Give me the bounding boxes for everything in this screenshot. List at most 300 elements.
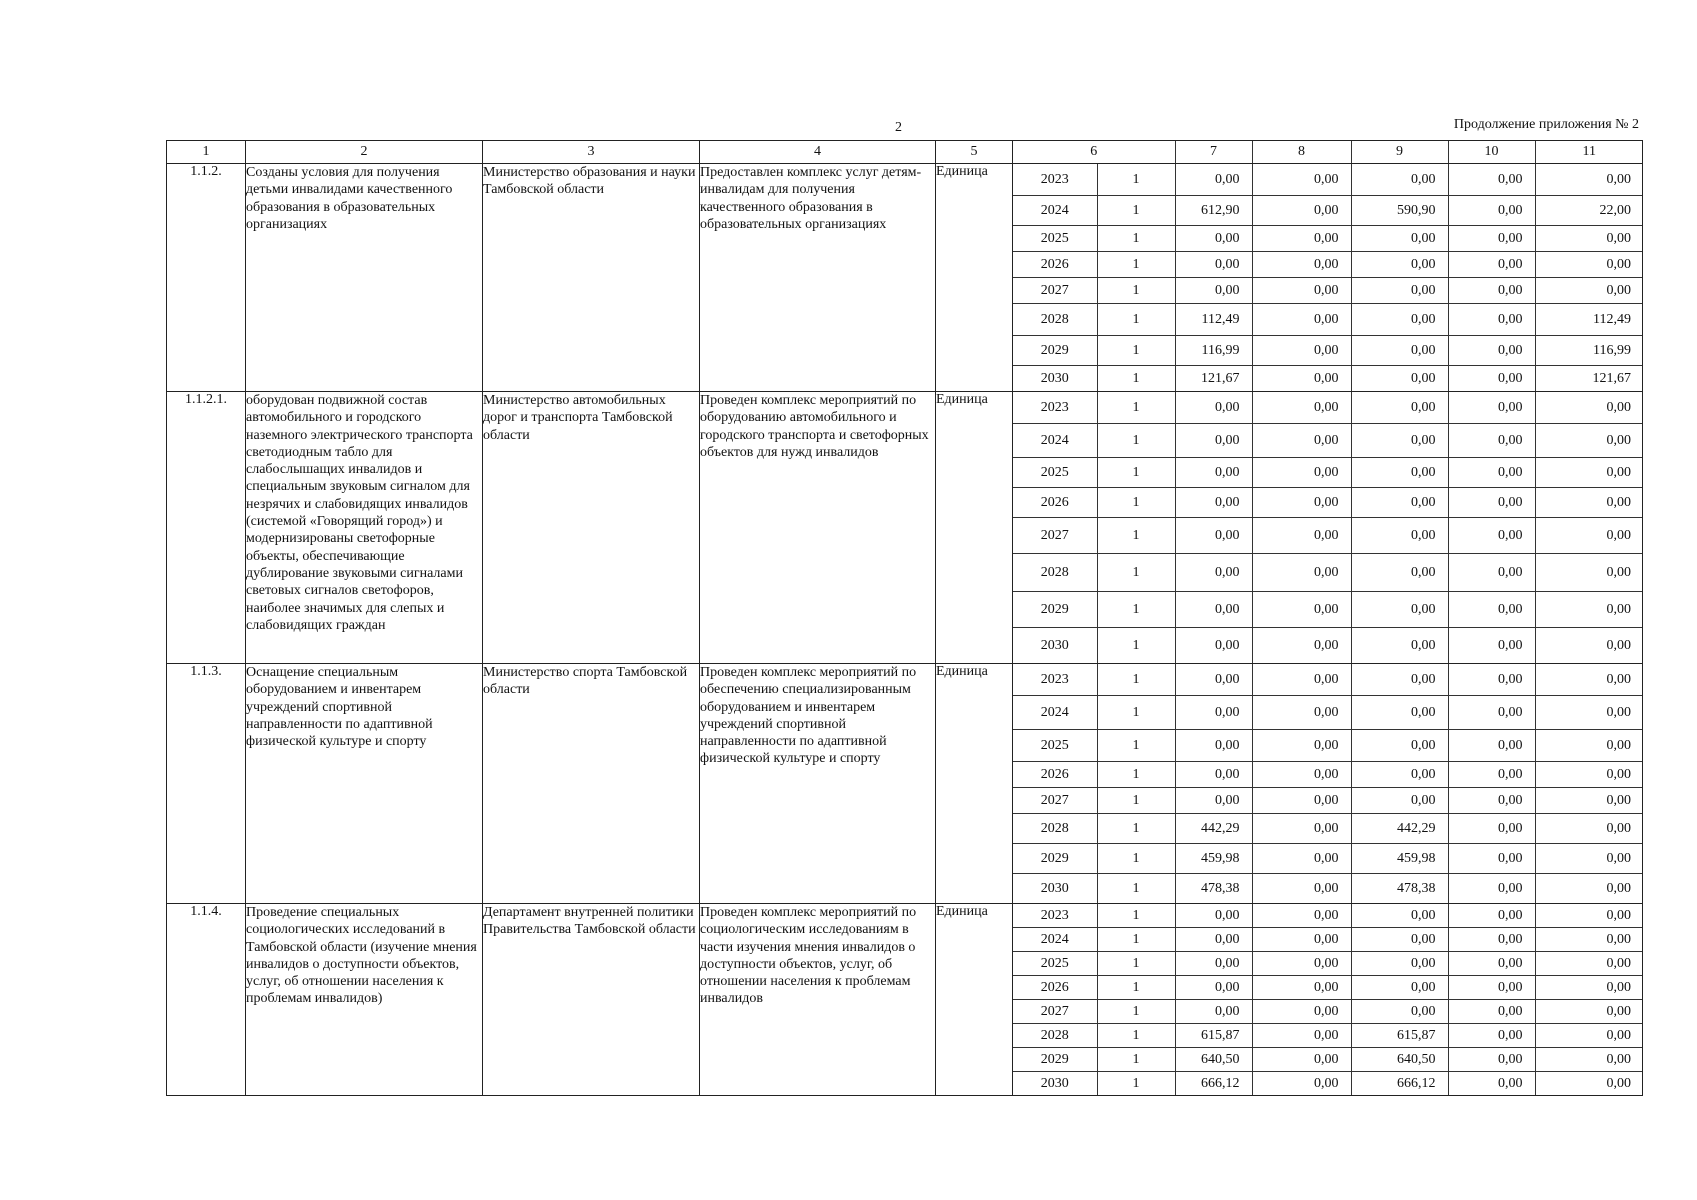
col10-cell: 0,00 (1448, 628, 1535, 664)
year-cell: 2024 (1013, 424, 1097, 458)
col7-cell: 612,90 (1175, 196, 1252, 226)
col9-cell: 0,00 (1351, 952, 1448, 976)
col10-cell: 0,00 (1448, 196, 1535, 226)
col8-cell: 0,00 (1252, 814, 1351, 844)
row-unit: Единица (936, 164, 1013, 392)
year-cell: 2027 (1013, 788, 1097, 814)
qty-cell: 1 (1097, 1072, 1175, 1096)
qty-cell: 1 (1097, 304, 1175, 336)
year-cell: 2025 (1013, 730, 1097, 762)
year-row (1013, 952, 1643, 976)
year-row (1013, 1000, 1643, 1024)
col10-cell: 0,00 (1448, 952, 1535, 976)
page-number: 2 (895, 120, 902, 135)
year-row (1013, 1072, 1643, 1096)
col8-cell: 0,00 (1252, 664, 1351, 696)
year-row (1013, 252, 1643, 278)
col10-cell: 0,00 (1448, 252, 1535, 278)
col11-cell: 0,00 (1535, 1024, 1643, 1048)
header-row (167, 141, 1643, 164)
col11-cell: 0,00 (1535, 628, 1643, 664)
qty-cell: 1 (1097, 814, 1175, 844)
continuation-label: Продолжение приложения № 2 (1453, 117, 1639, 132)
qty-cell: 1 (1097, 762, 1175, 788)
col7-cell: 615,87 (1175, 1024, 1252, 1048)
qty-cell: 1 (1097, 458, 1175, 488)
col9-cell: 0,00 (1351, 336, 1448, 366)
col-header-4: 4 (700, 141, 936, 164)
year-row (1013, 226, 1643, 252)
year-row (1013, 928, 1643, 952)
col10-cell: 0,00 (1448, 278, 1535, 304)
col9-cell: 0,00 (1351, 554, 1448, 592)
col9-cell: 478,38 (1351, 874, 1448, 904)
row-responsible: Министерство образования и науки Тамбовской области (483, 164, 700, 392)
col8-cell: 0,00 (1252, 762, 1351, 788)
col11-cell: 0,00 (1535, 458, 1643, 488)
row-code: 1.1.4. (167, 904, 246, 1096)
col-header-1: 1 (167, 141, 246, 164)
year-cell: 2026 (1013, 488, 1097, 518)
col10-cell: 0,00 (1448, 844, 1535, 874)
col7-cell: 121,67 (1175, 366, 1252, 392)
col8-cell: 0,00 (1252, 592, 1351, 628)
table-row (167, 664, 1643, 904)
row-unit: Единица (936, 664, 1013, 904)
year-row (1013, 904, 1643, 928)
col8-cell: 0,00 (1252, 164, 1351, 196)
col9-cell: 590,90 (1351, 196, 1448, 226)
year-breakdown (1013, 164, 1643, 392)
row-description: Проведение специальных социологических исследований в Тамбовской области (изучение мнения инвалидов о доступности объектов, услуг, об отношении населения к проблемам инвалидов) (246, 904, 483, 1096)
col8-cell: 0,00 (1252, 874, 1351, 904)
year-cell: 2027 (1013, 278, 1097, 304)
year-cell: 2024 (1013, 196, 1097, 226)
qty-cell: 1 (1097, 1024, 1175, 1048)
col9-cell: 0,00 (1351, 252, 1448, 278)
year-row (1013, 554, 1643, 592)
col7-cell: 0,00 (1175, 1000, 1252, 1024)
year-cell: 2023 (1013, 392, 1097, 424)
col7-cell: 478,38 (1175, 874, 1252, 904)
col8-cell: 0,00 (1252, 844, 1351, 874)
col8-cell: 0,00 (1252, 904, 1351, 928)
col11-cell: 0,00 (1535, 952, 1643, 976)
col-header-9: 9 (1351, 141, 1448, 163)
col11-cell: 0,00 (1535, 252, 1643, 278)
col8-cell: 0,00 (1252, 518, 1351, 554)
col9-cell: 459,98 (1351, 844, 1448, 874)
col7-cell: 0,00 (1175, 976, 1252, 1000)
col10-cell: 0,00 (1448, 1000, 1535, 1024)
year-row (1013, 392, 1643, 424)
col9-cell: 0,00 (1351, 730, 1448, 762)
year-breakdown (1013, 392, 1643, 664)
col10-cell: 0,00 (1448, 1072, 1535, 1096)
year-cell: 2030 (1040, 370, 1069, 386)
year-row (1013, 458, 1643, 488)
year-row (1013, 1048, 1643, 1072)
year-row (1013, 366, 1643, 392)
col11-cell: 0,00 (1535, 518, 1643, 554)
col10-cell: 0,00 (1448, 762, 1535, 788)
col11-cell: 0,00 (1535, 1072, 1643, 1096)
qty-cell: 1 (1097, 788, 1175, 814)
col8-cell: 0,00 (1252, 424, 1351, 458)
year-row (1013, 788, 1643, 814)
row-description: Созданы условия для получения детьми инвалидами качественного образования в образовательных организациях (246, 164, 483, 392)
col10-cell: 0,00 (1448, 226, 1535, 252)
col-header-11: 11 (1535, 141, 1643, 163)
col7-cell: 0,00 (1175, 554, 1252, 592)
col11-cell: 0,00 (1535, 592, 1643, 628)
col11-cell: 0,00 (1535, 226, 1643, 252)
col9-cell: 0,00 (1351, 664, 1448, 696)
col11-cell: 0,00 (1535, 164, 1643, 196)
col11-cell: 0,00 (1535, 278, 1643, 304)
program-table (166, 140, 1643, 1096)
year-cell: 2023 (1013, 664, 1097, 696)
year-row (1013, 814, 1643, 844)
col10-cell: 0,00 (1448, 976, 1535, 1000)
col9-cell: 0,00 (1351, 976, 1448, 1000)
col11-cell: 0,00 (1535, 554, 1643, 592)
year-cell: 2025 (1013, 458, 1097, 488)
col10-cell: 0,00 (1448, 366, 1535, 392)
qty-cell: 1 (1097, 392, 1175, 424)
col8-cell: 0,00 (1252, 336, 1351, 366)
year-row (1013, 518, 1643, 554)
col8-cell: 0,00 (1252, 1000, 1351, 1024)
col9-cell: 0,00 (1351, 904, 1448, 928)
col-header-3: 3 (483, 141, 700, 164)
col7-cell: 0,00 (1175, 252, 1252, 278)
col9-cell: 666,12 (1351, 1072, 1448, 1096)
qty-cell: 1 (1097, 874, 1175, 904)
col11-cell: 116,99 (1535, 336, 1643, 366)
col9-cell: 615,87 (1351, 1024, 1448, 1048)
col8-cell: 0,00 (1252, 730, 1351, 762)
qty-cell: 1 (1097, 664, 1175, 696)
qty-cell: 1 (1097, 1000, 1175, 1024)
col11-cell: 0,00 (1535, 424, 1643, 458)
col11-cell: 0,00 (1535, 904, 1643, 928)
row-responsible: Министерство спорта Тамбовской области (483, 664, 700, 904)
col9-cell: 0,00 (1351, 278, 1448, 304)
row-unit: Единица (936, 392, 1013, 664)
col11-cell: 0,00 (1535, 1048, 1643, 1072)
col10-cell: 0,00 (1448, 1024, 1535, 1048)
col10-cell: 0,00 (1448, 336, 1535, 366)
col9-cell: 0,00 (1351, 304, 1448, 336)
col11-cell: 0,00 (1535, 488, 1643, 518)
table-row (167, 392, 1643, 664)
col8-cell: 0,00 (1252, 252, 1351, 278)
col7-cell: 112,49 (1175, 304, 1252, 336)
year-row (1013, 976, 1643, 1000)
year-cell: 2027 (1013, 518, 1097, 554)
qty-cell: 1 (1097, 730, 1175, 762)
table-row (167, 164, 1643, 392)
col7-cell: 666,12 (1175, 1072, 1252, 1096)
year-cell: 2029 (1013, 844, 1097, 874)
col8-cell: 0,00 (1252, 488, 1351, 518)
col9-cell: 0,00 (1351, 592, 1448, 628)
year-cell: 2026 (1013, 976, 1097, 1000)
row-code: 1.1.2. (167, 164, 246, 392)
col11-cell: 22,00 (1535, 196, 1643, 226)
col10-cell: 0,00 (1448, 788, 1535, 814)
col9-cell: 0,00 (1351, 762, 1448, 788)
year-cell: 2029 (1013, 336, 1097, 366)
qty-cell: 1 (1097, 278, 1175, 304)
col10-cell: 0,00 (1448, 304, 1535, 336)
col11-cell: 0,00 (1535, 392, 1643, 424)
table-row (167, 904, 1643, 1096)
col9-cell: 442,29 (1351, 814, 1448, 844)
col10-cell: 0,00 (1448, 1048, 1535, 1072)
qty-cell: 1 (1097, 592, 1175, 628)
col10-cell: 0,00 (1448, 874, 1535, 904)
col10-cell: 0,00 (1448, 458, 1535, 488)
col-header-7: 7 (1175, 141, 1252, 163)
col7-cell: 0,00 (1175, 928, 1252, 952)
col7-cell: 0,00 (1175, 392, 1252, 424)
year-cell: 2024 (1013, 928, 1097, 952)
year-cell: 2026 (1013, 252, 1097, 278)
col-header-5: 5 (936, 141, 1013, 164)
col7-cell: 0,00 (1175, 788, 1252, 814)
col7-cell: 0,00 (1175, 592, 1252, 628)
year-cell: 2023 (1013, 904, 1097, 928)
year-row (1013, 164, 1643, 196)
col9-cell: 0,00 (1351, 424, 1448, 458)
col7-cell: 0,00 (1175, 458, 1252, 488)
col9-cell: 0,00 (1351, 518, 1448, 554)
col8-cell: 0,00 (1252, 788, 1351, 814)
qty-cell: 1 (1097, 252, 1175, 278)
col8-cell: 0,00 (1252, 458, 1351, 488)
col8-cell: 0,00 (1252, 928, 1351, 952)
col9-cell: 0,00 (1351, 392, 1448, 424)
year-cell: 2029 (1013, 1048, 1097, 1072)
col7-cell: 116,99 (1175, 336, 1252, 366)
col11-cell: 0,00 (1535, 976, 1643, 1000)
qty-cell: 1 (1097, 226, 1175, 252)
year-cell: 2027 (1013, 1000, 1097, 1024)
col10-cell: 0,00 (1448, 554, 1535, 592)
col11-cell: 0,00 (1535, 1000, 1643, 1024)
col11-cell: 0,00 (1535, 762, 1643, 788)
col10-cell: 0,00 (1448, 928, 1535, 952)
year-cell: 2023 (1013, 164, 1097, 196)
col7-cell: 0,00 (1175, 952, 1252, 976)
col7-cell: 0,00 (1175, 664, 1252, 696)
year-row (1013, 488, 1643, 518)
col7-cell: 640,50 (1175, 1048, 1252, 1072)
qty-cell: 1 (1097, 554, 1175, 592)
qty-cell: 1 (1097, 628, 1175, 664)
col-header-2: 2 (246, 141, 483, 164)
col10-cell: 0,00 (1448, 814, 1535, 844)
col8-cell: 0,00 (1252, 392, 1351, 424)
row-unit: Единица (936, 904, 1013, 1096)
qty-cell: 1 (1097, 196, 1175, 226)
qty-cell: 1 (1097, 424, 1175, 458)
col7-cell: 459,98 (1175, 844, 1252, 874)
col11-cell: 0,00 (1535, 928, 1643, 952)
col8-cell: 0,00 (1252, 278, 1351, 304)
col7-cell: 0,00 (1175, 278, 1252, 304)
col7-cell: 0,00 (1175, 424, 1252, 458)
col10-cell: 0,00 (1448, 392, 1535, 424)
col7-cell: 0,00 (1175, 226, 1252, 252)
row-result: Проведен комплекс мероприятий по оборудованию автомобильного и городского транспорта и светофорных объектов для нужд инвалидов (700, 392, 936, 664)
year-cell: 2025 (1013, 226, 1097, 252)
qty-cell: 1 (1097, 488, 1175, 518)
col11-cell: 0,00 (1535, 814, 1643, 844)
year-cell: 2025 (1013, 952, 1097, 976)
year-cell: 2024 (1013, 696, 1097, 730)
col8-cell: 0,00 (1252, 1024, 1351, 1048)
year-cell: 2030 (1040, 880, 1069, 896)
col9-cell: 0,00 (1351, 788, 1448, 814)
col10-cell: 0,00 (1448, 730, 1535, 762)
year-cell: 2028 (1013, 814, 1097, 844)
col8-cell: 0,00 (1252, 1048, 1351, 1072)
col11-cell: 112,49 (1535, 304, 1643, 336)
year-row (1013, 874, 1643, 904)
year-cell: 2030 (1040, 1075, 1069, 1091)
row-description: Оснащение специальным оборудованием и инвентарем учреждений спортивной направленности по адаптивной физической культуре и спорту (246, 664, 483, 904)
col10-cell: 0,00 (1448, 696, 1535, 730)
year-cell: 2030 (1040, 637, 1069, 653)
col11-cell: 121,67 (1535, 366, 1643, 392)
qty-cell: 1 (1097, 1048, 1175, 1072)
row-result: Проведен комплекс мероприятий по социологическим исследованиям в части изучения мнения инвалидов о доступности объектов, услуг, об отношении населения к проблемам инвалидов (700, 904, 936, 1096)
year-row (1013, 628, 1643, 664)
year-row (1013, 730, 1643, 762)
qty-cell: 1 (1097, 952, 1175, 976)
col11-cell: 0,00 (1535, 730, 1643, 762)
col8-cell: 0,00 (1252, 304, 1351, 336)
col11-cell: 0,00 (1535, 844, 1643, 874)
row-code: 1.1.3. (167, 664, 246, 904)
col10-cell: 0,00 (1448, 164, 1535, 196)
col9-cell: 0,00 (1351, 226, 1448, 252)
col7-cell: 0,00 (1175, 904, 1252, 928)
col8-cell: 0,00 (1252, 366, 1351, 392)
year-row (1013, 592, 1643, 628)
col10-cell: 0,00 (1448, 488, 1535, 518)
col7-cell: 0,00 (1175, 762, 1252, 788)
year-breakdown (1013, 904, 1643, 1096)
qty-cell: 1 (1097, 164, 1175, 196)
col10-cell: 0,00 (1448, 518, 1535, 554)
col9-cell: 640,50 (1351, 1048, 1448, 1072)
row-code: 1.1.2.1. (167, 392, 246, 664)
qty-cell: 1 (1097, 904, 1175, 928)
col9-cell: 0,00 (1351, 366, 1448, 392)
col11-cell: 0,00 (1535, 874, 1643, 904)
col-header-10: 10 (1448, 141, 1535, 163)
col9-cell: 0,00 (1351, 1000, 1448, 1024)
year-breakdown (1013, 664, 1643, 904)
col9-cell: 0,00 (1351, 164, 1448, 196)
year-cell: 2028 (1013, 1024, 1097, 1048)
year-row (1013, 696, 1643, 730)
row-result: Предоставлен комплекс услуг детям-инвалидам для получения качественного образования в образовательных организациях (700, 164, 936, 392)
col9-cell: 0,00 (1351, 488, 1448, 518)
col-header-8: 8 (1252, 141, 1351, 163)
year-row (1013, 664, 1643, 696)
col9-cell: 0,00 (1351, 928, 1448, 952)
qty-cell: 1 (1097, 928, 1175, 952)
qty-cell: 1 (1097, 844, 1175, 874)
year-row (1013, 1024, 1643, 1048)
year-row (1013, 844, 1643, 874)
col9-cell: 0,00 (1351, 628, 1448, 664)
row-result: Проведен комплекс мероприятий по обеспечению специализированным оборудованием и инвентарем учреждений спортивной направленности по адаптивной физической культуре и спорту (700, 664, 936, 904)
row-responsible: Департамент внутренней политики Правительства Тамбовской области (483, 904, 700, 1096)
qty-cell: 1 (1097, 696, 1175, 730)
col7-cell: 0,00 (1175, 518, 1252, 554)
col10-cell: 0,00 (1448, 592, 1535, 628)
year-row (1013, 336, 1643, 366)
year-cell: 2029 (1013, 592, 1097, 628)
col8-cell: 0,00 (1252, 696, 1351, 730)
year-row (1013, 762, 1643, 788)
year-row (1013, 196, 1643, 226)
col11-cell: 0,00 (1535, 696, 1643, 730)
col7-cell: 0,00 (1175, 628, 1252, 664)
col7-cell: 0,00 (1175, 730, 1252, 762)
col8-cell: 0,00 (1252, 226, 1351, 252)
col11-cell: 0,00 (1535, 788, 1643, 814)
year-cell: 2026 (1013, 762, 1097, 788)
row-responsible: Министерство автомобильных дорог и транспорта Тамбовской области (483, 392, 700, 664)
col10-cell: 0,00 (1448, 904, 1535, 928)
col7-cell: 0,00 (1175, 488, 1252, 518)
col8-cell: 0,00 (1252, 554, 1351, 592)
col10-cell: 0,00 (1448, 424, 1535, 458)
col8-cell: 0,00 (1252, 952, 1351, 976)
col-header-group (1013, 141, 1643, 164)
qty-cell: 1 (1097, 366, 1175, 392)
year-cell: 2028 (1013, 554, 1097, 592)
year-row (1013, 304, 1643, 336)
col8-cell: 0,00 (1252, 1072, 1351, 1096)
year-cell: 2028 (1013, 304, 1097, 336)
col11-cell: 0,00 (1535, 664, 1643, 696)
row-description: оборудован подвижной состав автомобильного и городского наземного электрического транспорта светодиодным табло для слабослышащих инвалидов и специальным звуковым сигналом для незрячих и слабовидящих инвалидов (системой «Говорящий город») и модернизированы светофорные объекты, обеспечивающие дублирование звуковыми сигналами световых сигналов светофоров, наиболее значимых для слепых и слабовидящих граждан (246, 392, 483, 664)
qty-cell: 1 (1097, 518, 1175, 554)
col9-cell: 0,00 (1351, 696, 1448, 730)
qty-cell: 1 (1097, 336, 1175, 366)
col7-cell: 442,29 (1175, 814, 1252, 844)
qty-cell: 1 (1097, 976, 1175, 1000)
col8-cell: 0,00 (1252, 628, 1351, 664)
year-row (1013, 278, 1643, 304)
col8-cell: 0,00 (1252, 976, 1351, 1000)
col7-cell: 0,00 (1175, 696, 1252, 730)
col8-cell: 0,00 (1252, 196, 1351, 226)
year-row (1013, 424, 1643, 458)
col10-cell: 0,00 (1448, 664, 1535, 696)
col9-cell: 0,00 (1351, 458, 1448, 488)
col7-cell: 0,00 (1175, 164, 1252, 196)
col-header-6: 6 (1090, 144, 1098, 159)
